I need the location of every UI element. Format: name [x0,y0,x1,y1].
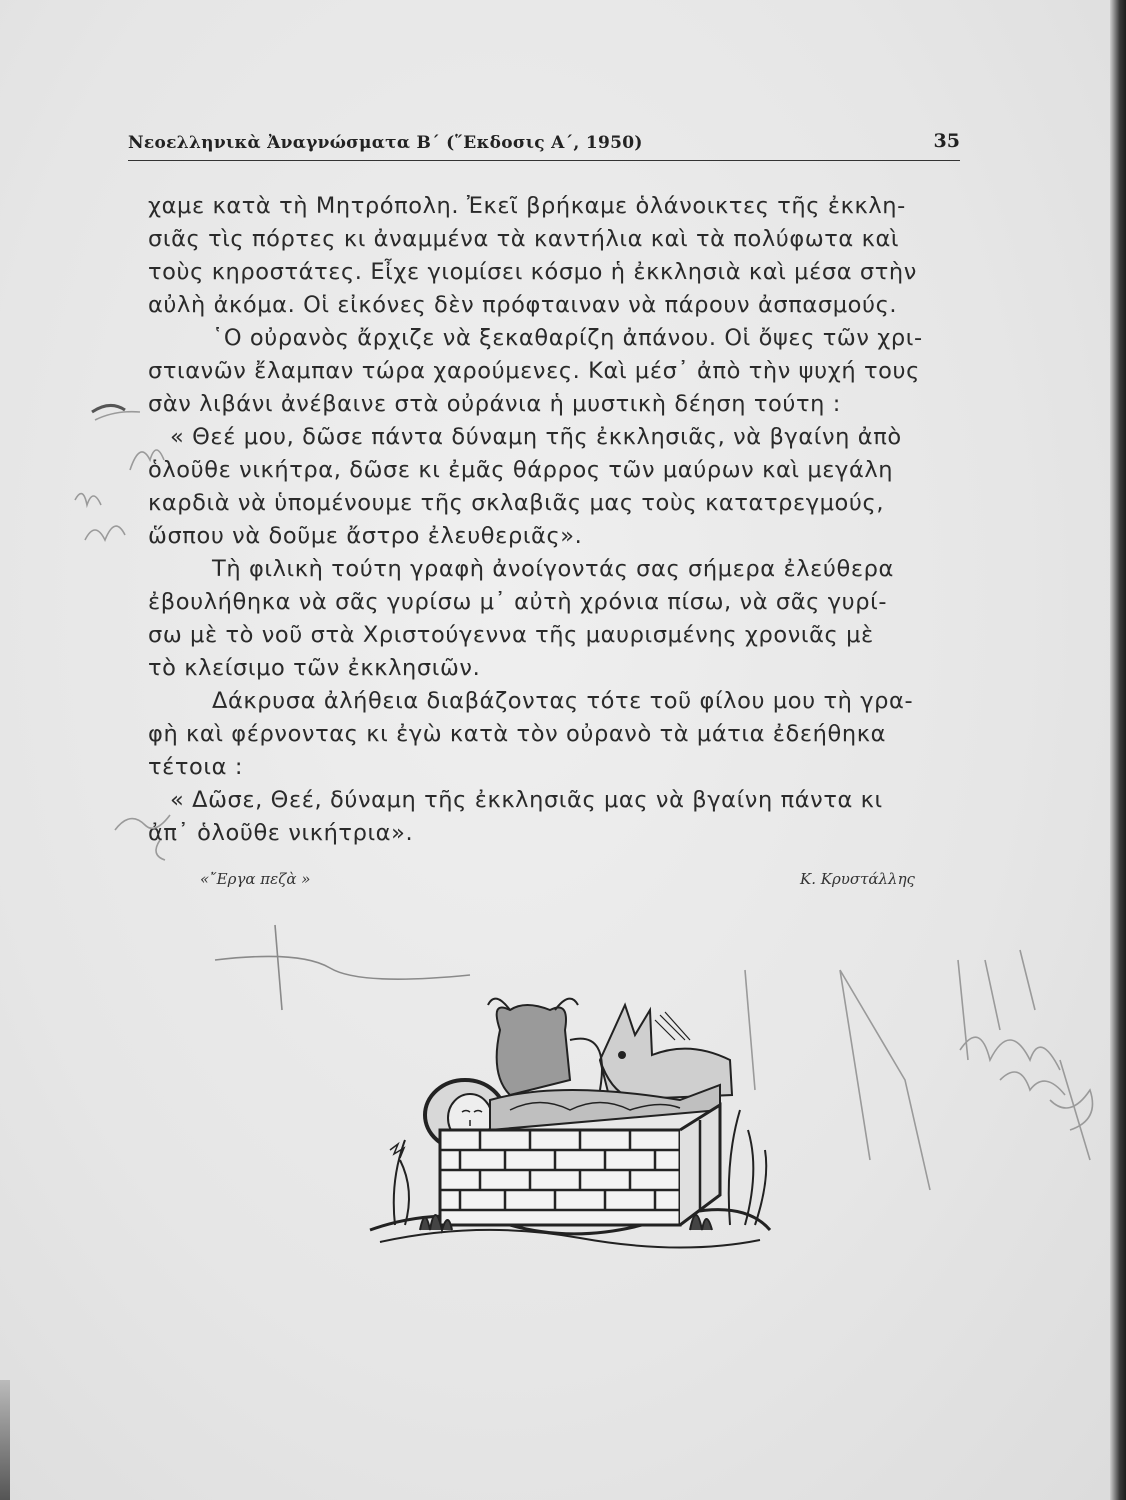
text-line: ἀπ᾿ ὁλοῦθε νικήτρια». [148,820,414,846]
text-line: στιανῶν ἔλαμπαν τώρα χαρούμενες. Καὶ μέσ᾿ ἀπὸ τὴν ψυχή τους [148,358,920,384]
text-line: φὴ καὶ φέρνοντας κι ἐγὼ κατὰ τὸν οὐρανὸ τὰ μάτια ἐδεήθηκα [148,721,887,747]
text-line: ἐβουλήθηκα νὰ σᾶς γυρίσω μ᾿ αὐτὴ χρόνια πίσω, νὰ σᾶς γυρί- [148,589,888,615]
text-line: Δάκρυσα ἀλήθεια διαβάζοντας τότε τοῦ φίλου μου τὴ γρα- [212,688,914,714]
body-text [148,190,964,850]
text-line: ὥσπου νὰ δοῦμε ἄστρο ἐλευθεριᾶς». [148,523,583,549]
source-citation: «῎Εργα πεζὰ » [200,870,311,888]
text-line: σιᾶς τὶς πόρτες κι ἀναμμένα τὰ καντήλια καὶ τὰ πολύφωτα καὶ [148,226,900,252]
text-line: χαμε κατὰ τὴ Μητρόπολη. Ἐκεῖ βρήκαμε ὁλάνοικτες τῆς ἐκκλη- [148,193,906,219]
text-line: σω μὲ τὸ νοῦ στὰ Χριστούγεννα τῆς μαυρισμένης χρονιᾶς μὲ [148,622,874,648]
text-line: τὸ κλείσιμο τῶν ἐκκλησιῶν. [148,655,481,681]
header-title: Νεοελληνικὰ Ἀναγνώσματα Β΄ (῞Εκδοσις Α΄, 1950) [128,133,643,153]
page-edge-shadow [1110,0,1126,1500]
text-line: « Θεέ μου, δῶσε πάντα δύναμη τῆς ἐκκλησιᾶς, νὰ βγαίνη ἀπὸ [170,424,902,450]
binding-edge [0,1380,10,1500]
page-number: 35 [933,130,960,152]
text-line: ὁλοῦθε νικήτρα, δῶσε κι ἐμᾶς θάρρος τῶν μαύρων καὶ μεγάλη [148,457,894,483]
text-line: σὰν λιβάνι ἀνέβαινε στὰ οὐράνια ἡ μυστικὴ δέηση τούτη : [148,391,841,417]
text-line: τοὺς κηροστάτες. Εἶχε γιομίσει κόσμο ἡ ἐκκλησιὰ καὶ μέσα στὴν [148,259,917,285]
text-line: ῾Ο οὐρανὸς ἄρχιζε νὰ ξεκαθαρίζη ἀπάνου. Οἱ ὄψες τῶν χρι- [212,325,923,351]
text-line: καρδιὰ νὰ ὑπομένουμε τῆς σκλαβιᾶς μας τοὺς κατατρεγμούς, [148,490,885,516]
text-line: Τὴ φιλικὴ τούτη γραφὴ ἀνοίγοντάς σας σήμερα ἐλεύθερα [212,556,894,582]
text-line: τέτοια : [148,754,243,780]
author-name: Κ. Κρυστάλλης [800,870,915,888]
text-line: αὐλὴ ἀκόμα. Οἱ εἰκόνες δὲν πρόφταιναν νὰ πάρουν ἀσπασμούς. [148,292,898,318]
running-header [128,130,960,161]
text-line: « Δῶσε, Θεέ, δύναμη τῆς ἐκκλησιᾶς μας νὰ βγαίνη πάντα κι [170,787,883,813]
nativity-woodcut-icon [360,980,780,1250]
